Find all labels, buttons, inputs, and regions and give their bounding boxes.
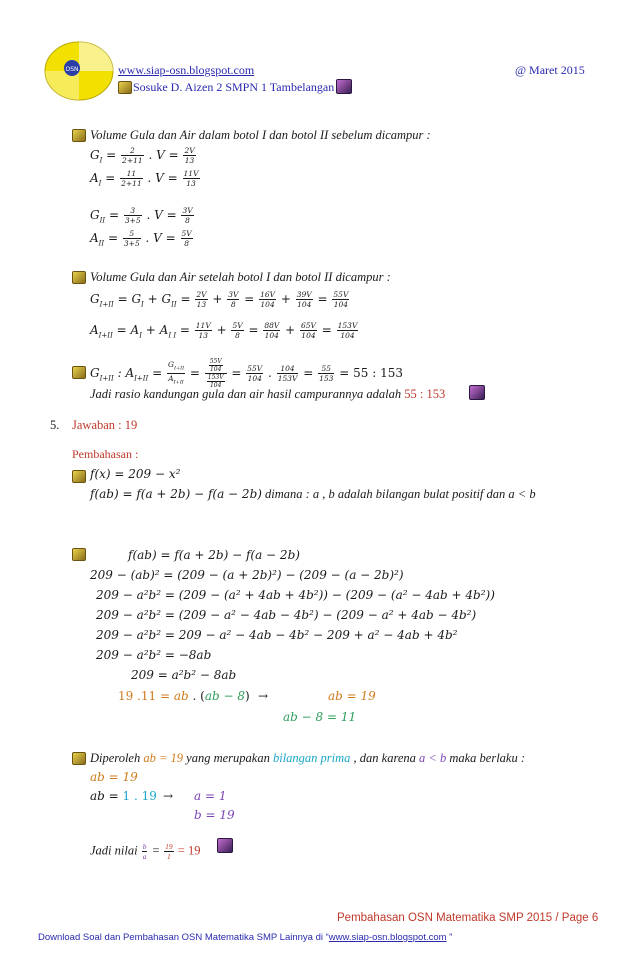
step-1: f(ab) = f(a + 2b) − f(a − 2b) [128,548,300,562]
dimana-text: dimana : a , b adalah bilangan bulat positif dan a < b [265,487,536,501]
header-url[interactable]: www.siap-osn.blogspot.com [118,63,255,77]
a-equals-1: a = 1 [194,789,227,803]
header-author: Sosuke D. Aizen 2 SMPN 1 Tambelangan [133,80,335,94]
footer-link[interactable]: www.siap-osn.blogspot.com [328,932,447,943]
arrow-1: → [258,689,269,703]
ratio-equation: $G_{I+II}$ : $A_{I+II}$ = $\frac{G_{I+II}}{A_{I+II}}$ = $\frac{\frac{55V}{104}}{\frac{153V}{104}}$ = $\frac{55V}{104}$ . $\frac{104}{153V}$ = $\frac{55}{153}$ = 55 : 153 [90,358,403,389]
gii-equation: $G_{II}$ = $\frac{3}{3+5}$ . V = $\frac{3V}{8}$ [90,206,193,225]
b-equals-19: b = 19 [194,808,235,822]
line-ab-product: ab = 1 . 19 [90,789,157,803]
avatar-icon [469,385,485,400]
avatar-icon [217,838,233,853]
a-total-equation: $A_{I+II} = A_I + A_{I I}$ = $\frac{11V}{13}$ + $\frac{5V}{8}$ = $\frac{88V}{104}$ + $\frac{65V}{104}$ = $\frac{153V}{104}$ [90,321,358,340]
ab-equals-19: ab = 19 [328,689,376,703]
g-total-equation: $G_{I+II} = G_I + G_{II}$ = $\frac{2V}{13}$ + $\frac{3V}{8}$ = $\frac{16V}{104}$ + $\frac{39V}{104}$ = $\frac{55V}{104}$ [90,290,349,309]
diperoleh-line: Diperoleh ab = 19 yang merupakan bilangan prima , dan karena a < b maka berlaku : [90,751,526,765]
pembahasan-label: Pembahasan : [72,447,139,461]
bullet-icon [72,129,86,142]
bullet-icon [72,752,86,765]
footer-page-info: Pembahasan OSN Matematika SMP 2015 / Page 6 [337,912,599,924]
step-6: 209 − a²b² = −8ab [96,648,212,662]
author-avatar-icon [336,79,352,94]
step-2: 209 − (ab)² = (209 − (a + 2b)²) − (209 − (a − 2b)²) [90,568,404,582]
ai-equation: $A_I$ = $\frac{11}{2+11}$ . V = $\frac{11V}{13}$ [90,169,199,188]
gi-equation: $G_I$ = $\frac{2}{2+11}$ . V = $\frac{2V}{13}$ [90,146,195,165]
site-logo [42,40,116,102]
footer-download: Download Soal dan Pembahasan OSN Matematika SMP Lainnya di “www.siap-osn.blogspot.com ” [38,932,453,943]
sec2-title: Volume Gula dan Air setelah botol I dan botol II dicampur : [90,270,391,284]
header-date: @ Maret 2015 [515,63,585,77]
step-5: 209 − a²b² = 209 − a² − 4ab − 4b² − 209 + a² − 4ab + 4b² [96,628,458,642]
bullet-icon [72,470,86,483]
sec1-title: Volume Gula dan Air dalam botol I dan botol II sebelum dicampur : [90,128,431,142]
fx-definition: f(x) = 209 − x² [90,467,181,481]
ab-minus-8: ab − 8 = 11 [283,710,357,724]
step-3: 209 − a²b² = (209 − (a² + 4ab + 4b²)) − (209 − (a² − 4ab + 4b²)) [96,588,495,602]
fab-definition: f(ab) = f(a + 2b) − f(a − 2b) [90,487,262,501]
answer-label: Jawaban : 19 [72,418,138,432]
bullet-icon [72,548,86,561]
line-ab19: ab = 19 [90,770,138,784]
aii-equation: $A_{II}$ = $\frac{5}{3+5}$ . V = $\frac{5V}{8}$ [90,229,192,248]
author-badge-icon [118,81,132,94]
question-number: 5. [50,418,60,432]
step-7: 209 = a²b² − 8ab [131,668,237,682]
conclusion-1: Jadi rasio kandungan gula dan air hasil campurannya adalah 55 : 153 [90,387,446,401]
factorization: 19 .11 = ab . (ab − 8) [118,689,250,703]
step-4: 209 − a²b² = (209 − a² − 4ab − 4b²) − (209 − a² + 4ab − 4b²) [96,608,477,622]
logo-label: OSN [65,66,79,73]
bullet-icon [72,271,86,284]
jadi-line: Jadi nilai $\frac{b}{a}$ = $\frac{19}{1}$ = 19 [90,842,201,861]
bullet-icon [72,366,86,379]
arrow-2: → [163,789,174,803]
